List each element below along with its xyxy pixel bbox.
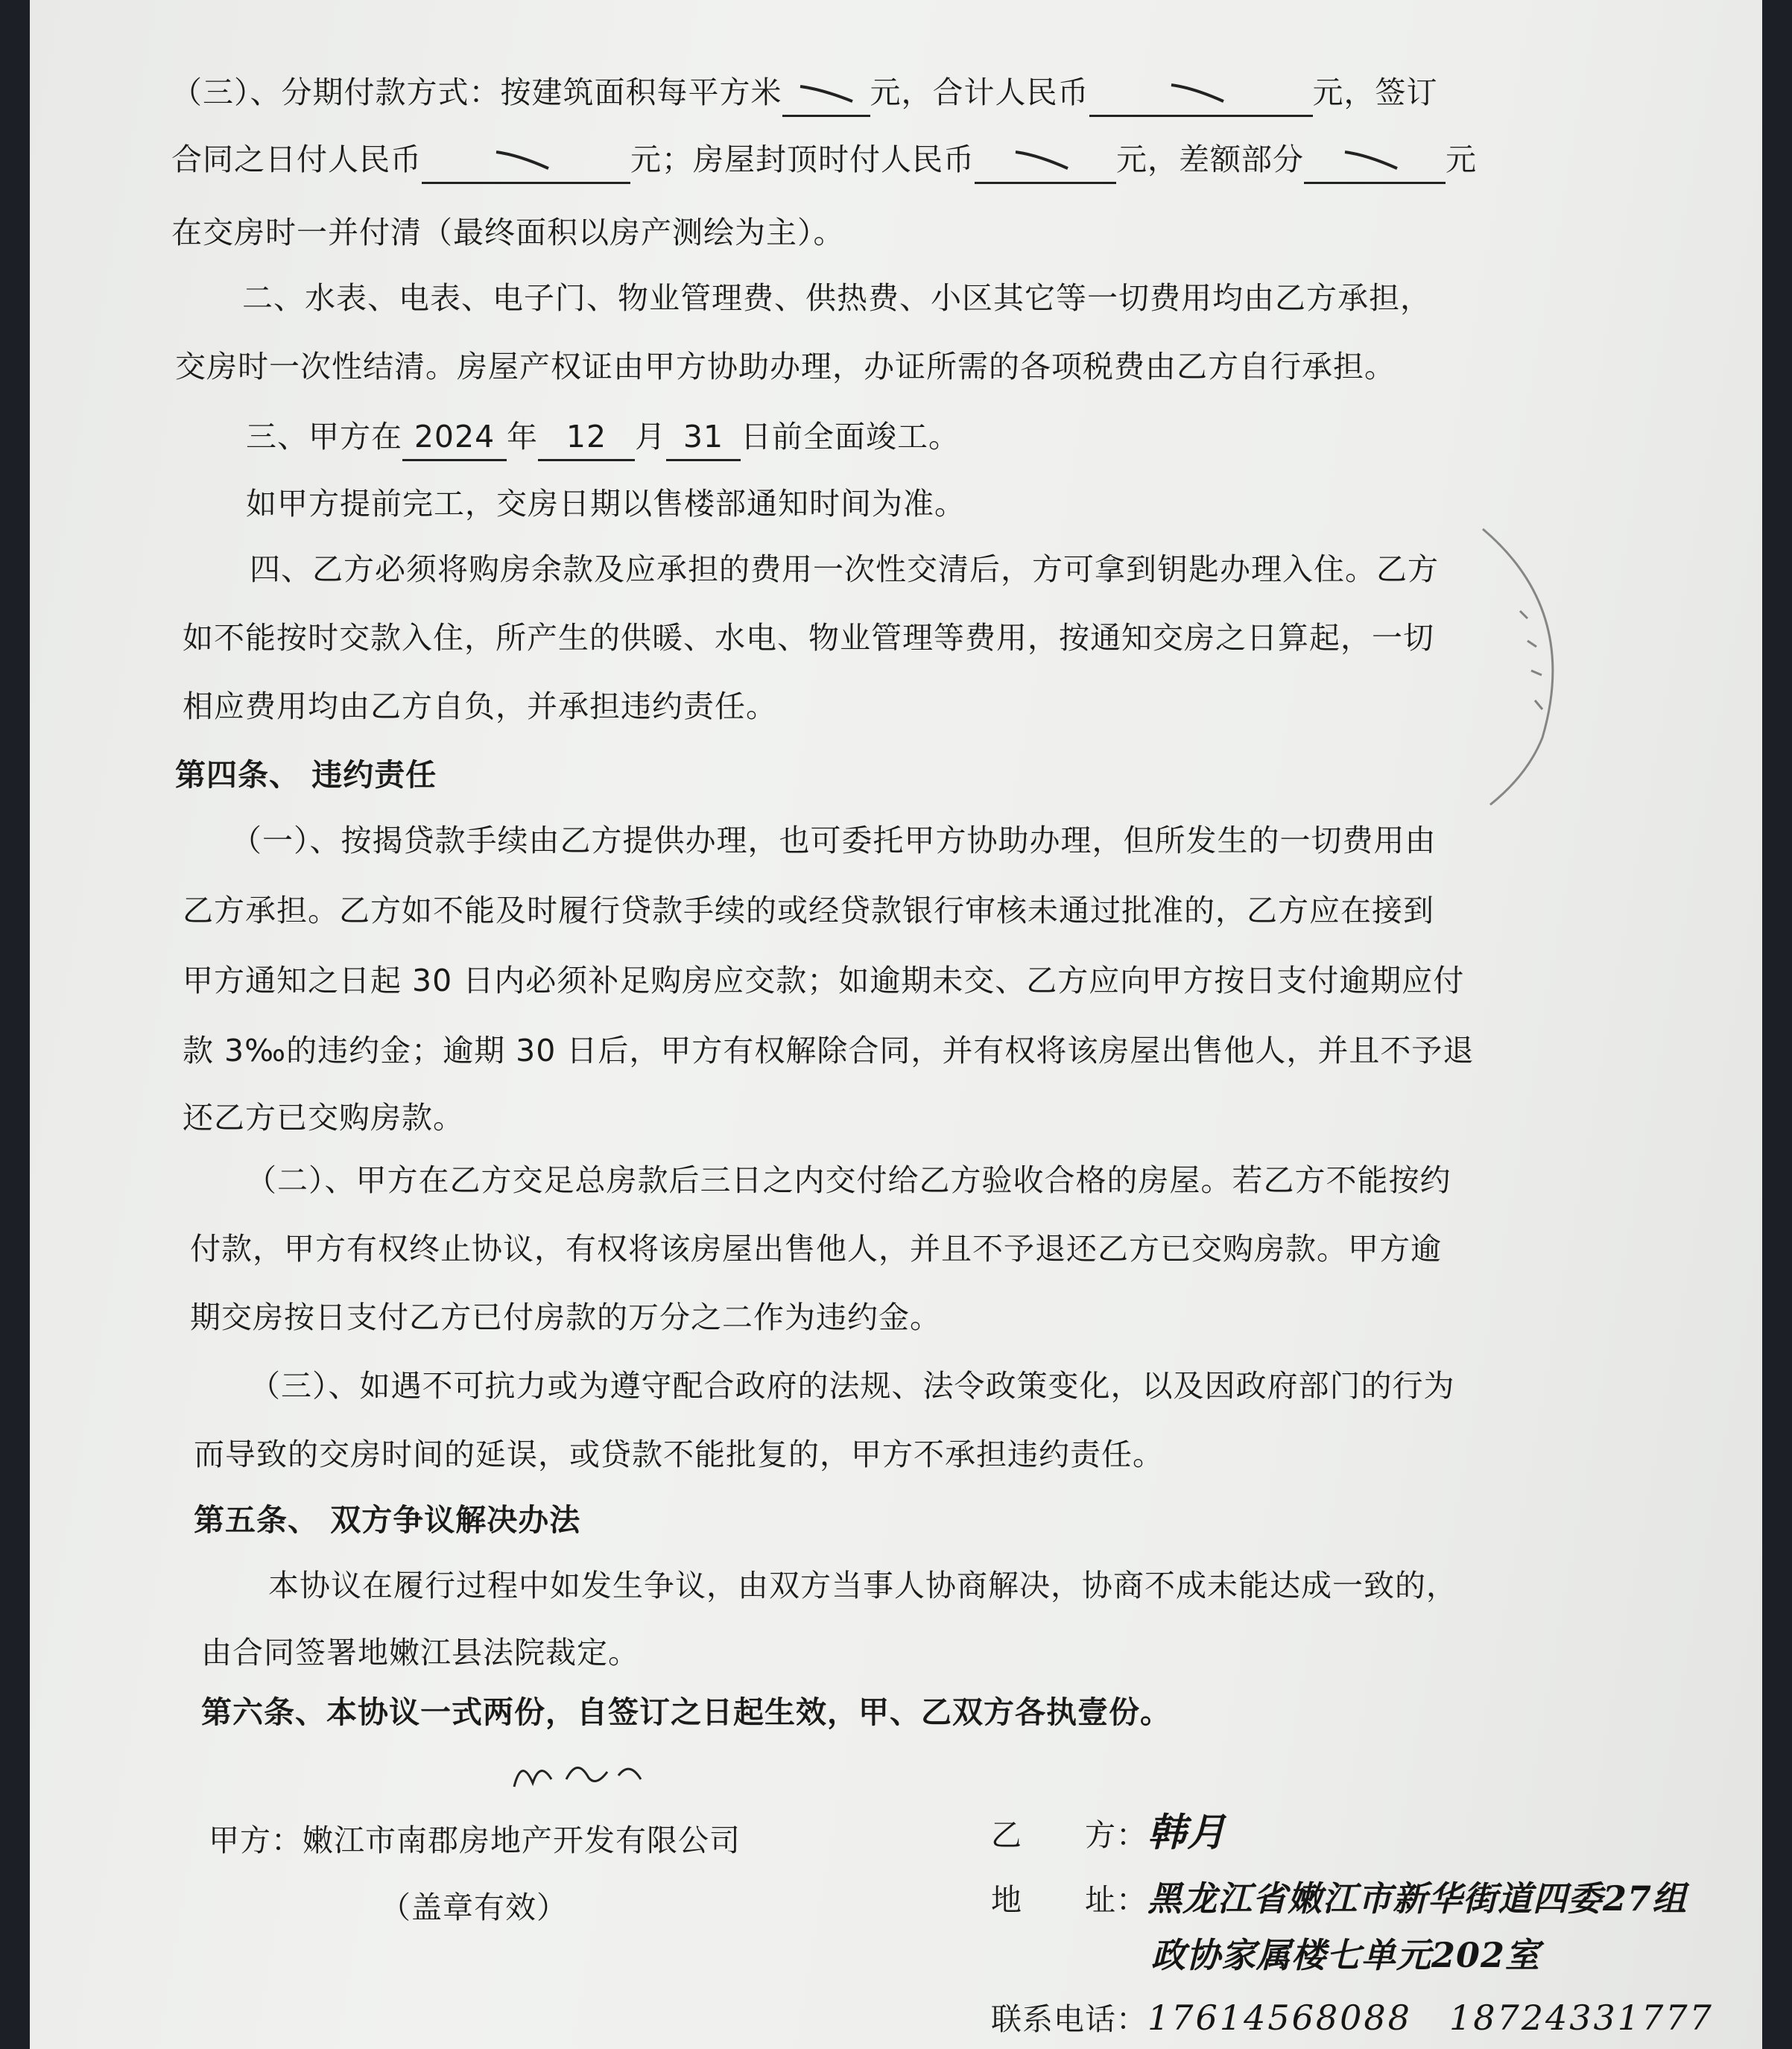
clause-4-line-2: 如不能按时交款入住，所产生的供暖、水电、物业管理等费用，按通知交房之日算起，一切	[183, 620, 1434, 656]
phone-number-1: 17614568088	[1147, 1998, 1412, 2038]
clause-2-line-1: 二、水表、电表、电子门、物业管理费、供热费、小区其它等一切费用均由乙方承担，	[242, 280, 1431, 316]
strike-mark	[489, 148, 563, 170]
payment-line-3: 在交房时一并付清（最终面积以房产测绘为主）。	[171, 215, 845, 250]
payment-text: 合同之日付人民币	[171, 142, 422, 177]
clause-4-line-3: 相应费用均由乙方自负，并承担违约责任。	[183, 688, 777, 724]
article-5-heading: 第五条、 双方争议解决办法	[194, 1502, 581, 1538]
address-handwritten-2: 政协家属楼七单元202室	[1151, 1935, 1541, 1975]
party-a-line	[209, 1818, 741, 1863]
strike-mark	[1337, 148, 1412, 170]
payment-text: 元，签订	[1312, 75, 1438, 110]
address-label: 地 址：	[991, 1882, 1147, 1918]
address-line	[991, 1876, 1687, 1922]
article-4-p3-line-2: 而导致的交房时间的延误，或贷款不能批复的，甲方不承担违约责任。	[194, 1437, 1164, 1472]
blank-difference	[1304, 137, 1446, 184]
article-5-line-1: 本协议在履行过程中如发生争议，由双方当事人协商解决，协商不成未能达成一致的，	[268, 1568, 1457, 1603]
blank-unit-price	[782, 70, 870, 117]
article-4-p1-line-5: 还乙方已交购房款。	[183, 1100, 464, 1136]
phone-label: 联系电话：	[991, 2001, 1147, 2037]
blank-signing-payment	[422, 137, 630, 184]
article-4-p3-line-1: （三）、如遇不可抗力或为遵守配合政府的法规、法令政策变化，以及因政府部门的行为	[250, 1368, 1455, 1404]
article-4-p1-line-4: 款 3‰的违约金；逾期 30 日后，甲方有权解除合同，并有权将该房屋出售他人，并且不予退	[183, 1033, 1475, 1068]
party-b-label: 乙 方：	[991, 1817, 1147, 1853]
blank-capping-payment	[975, 137, 1116, 184]
article-4-p1-line-3: 甲方通知之日起 30 日内必须补足购房应交款；如逾期未交、乙方应向甲方按日支付逾期应付	[183, 963, 1465, 998]
clause-4-line-1: 四、乙方必须将购房余款及应承担的费用一次性交清后，方可拿到钥匙办理入住。乙方	[250, 551, 1439, 587]
article-4-p2-line-3: 期交房按日支付乙方已付房款的万分之二作为违约金。	[190, 1299, 941, 1335]
article-4-p1-line-1: （一）、按揭贷款手续由乙方提供办理，也可委托甲方协助办理，但所发生的一切费用由	[231, 823, 1437, 858]
article-4-p1-line-2: 乙方承担。乙方如不能及时履行贷款手续的或经贷款银行审核未通过批准的，乙方应在接到	[183, 893, 1434, 928]
clause-3-text: 三、甲方在	[246, 419, 402, 455]
clause-3-line-2: 如甲方提前完工，交房日期以售楼部通知时间为准。	[246, 486, 966, 522]
contract-page	[30, 0, 1762, 2049]
article-4-heading: 第四条、 违约责任	[175, 757, 437, 793]
clause-3-line-1	[246, 414, 960, 461]
party-a-label: 甲方：	[209, 1822, 303, 1858]
payment-line-2	[171, 137, 1477, 184]
clause-3-text: 年	[507, 419, 538, 455]
strike-mark	[793, 80, 860, 103]
article-4-p2-line-1: （二）、甲方在乙方交足总房款后三日之内交付给乙方验收合格的房屋。若乙方不能按约	[246, 1162, 1451, 1198]
completion-day: 31	[666, 414, 741, 461]
strike-mark	[1008, 148, 1083, 170]
article-6-text: 第六条、本协议一式两份，自签订之日起生效，甲、乙双方各执壹份。	[201, 1694, 1171, 1730]
party-b-line	[991, 1811, 1226, 1858]
payment-line-1	[171, 70, 1438, 117]
article-4-p2-line-2: 付款，甲方有权终止协议，有权将该房屋出售他人，并且不予退还乙方已交购房款。甲方逾	[190, 1231, 1442, 1267]
clause-3-text: 日前全面竣工。	[741, 419, 960, 455]
party-b-signature: 韩月	[1147, 1810, 1227, 1855]
phone-number-2: 18724331777	[1449, 1998, 1714, 2038]
handwritten-scribble	[507, 1749, 656, 1802]
phone-line	[991, 1995, 1714, 2042]
payment-text: （三）、分期付款方式：按建筑面积每平方米	[171, 75, 782, 110]
payment-text: 元，差额部分	[1116, 142, 1304, 177]
article-5-line-2: 由合同签署地嫩江县法院裁定。	[201, 1635, 639, 1670]
payment-text: 元	[1446, 142, 1477, 177]
payment-text: 元，合计人民币	[870, 75, 1089, 110]
blank-total	[1089, 70, 1313, 117]
payment-text: 元；房屋封顶时付人民币	[630, 142, 975, 177]
faint-arc-mark	[1475, 522, 1595, 820]
completion-year: 2024	[402, 414, 507, 461]
seal-note: （盖章有效）	[380, 1890, 568, 1925]
address-handwritten-1: 黑龙江省嫩江市新华街道四委27组	[1147, 1878, 1688, 1919]
clause-2-line-2: 交房时一次性结清。房屋产权证由甲方协助办理，办证所需的各项税费由乙方自行承担。	[175, 349, 1396, 384]
party-a-name: 嫩江市南郡房地产开发有限公司	[303, 1822, 741, 1858]
strike-mark	[1164, 80, 1238, 103]
clause-3-text: 月	[635, 419, 666, 455]
completion-month: 12	[538, 414, 635, 461]
